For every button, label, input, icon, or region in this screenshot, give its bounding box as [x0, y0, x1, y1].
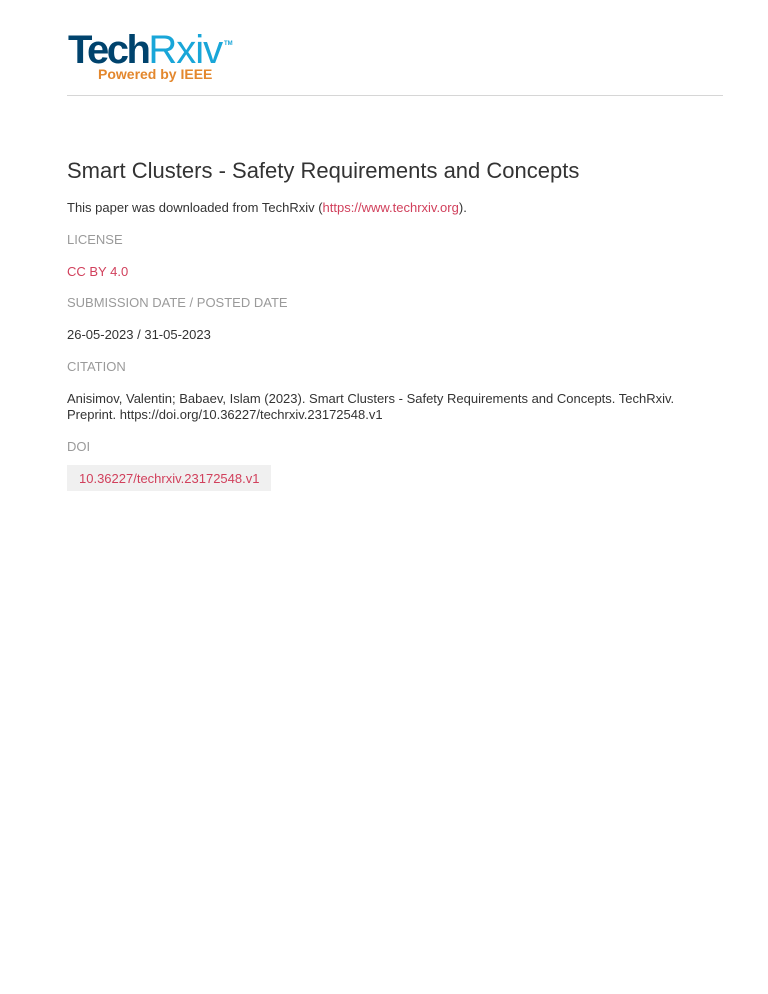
- logo-tagline: Powered by IEEE: [98, 66, 213, 82]
- download-notice: [67, 200, 467, 216]
- techrxiv-logo[interactable]: [68, 30, 238, 86]
- doi-label: DOI: [67, 439, 91, 454]
- citation-text: Anisimov, Valentin; Babaev, Islam (2023). Smart Clusters - Safety Requirements and Concepts. TechRxiv. Preprint. https://doi.org/10.36227/techrxiv.23172548.v1: [67, 391, 675, 422]
- download-notice-suffix: ).: [458, 200, 467, 215]
- license-label: LICENSE: [67, 232, 123, 247]
- logo-rxiv-text: Rxiv: [148, 28, 223, 72]
- citation-label: CITATION: [67, 359, 126, 374]
- techrxiv-link[interactable]: https://www.techrxiv.org: [322, 200, 459, 215]
- header-divider: [67, 95, 723, 96]
- download-notice-prefix: This paper was downloaded from TechRxiv (: [67, 200, 323, 215]
- logo-wordmark: [68, 30, 222, 70]
- logo-trademark: TM: [224, 41, 233, 47]
- logo-tech-text: Tech: [68, 28, 149, 72]
- dates-value: 26-05-2023 / 31-05-2023: [67, 327, 211, 342]
- doi-link[interactable]: 10.36227/techrxiv.23172548.v1: [67, 465, 271, 491]
- dates-label: SUBMISSION DATE / POSTED DATE: [67, 295, 288, 310]
- license-link[interactable]: CC BY 4.0: [67, 264, 129, 279]
- paper-title: Smart Clusters - Safety Requirements and Concepts: [67, 158, 580, 183]
